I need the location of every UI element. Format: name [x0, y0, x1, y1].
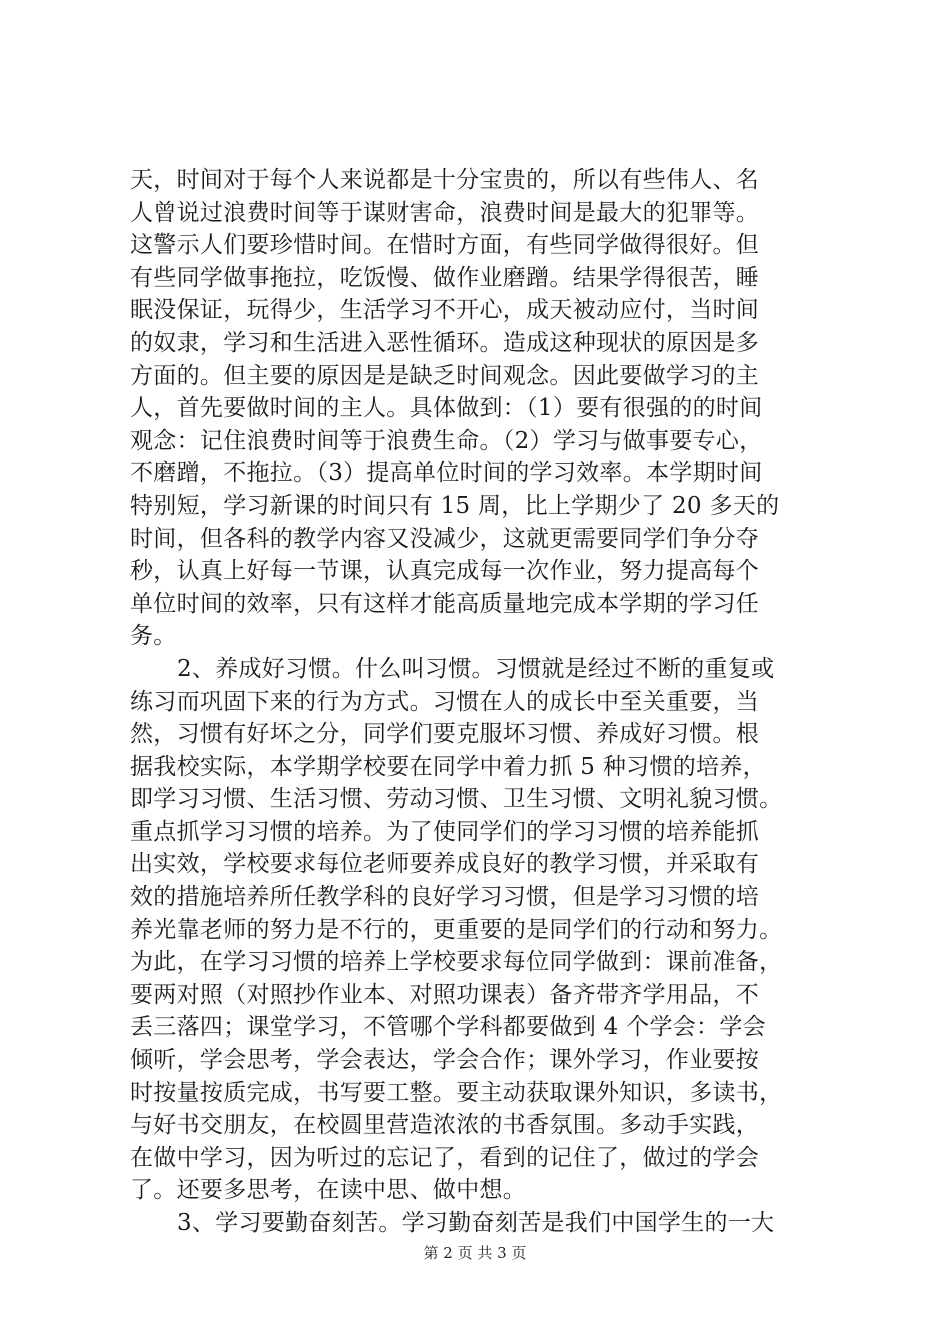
text-line: 人曾说过浪费时间等于谋财害命，浪费时间是最大的犯罪等。 — [130, 199, 760, 226]
text-line: 单位时间的效率，只有这样才能高质量地完成本学期的学习任 — [130, 590, 760, 617]
text-line: 时间，但各科的教学内容又没减少，这就更需要同学们争分夺 — [130, 525, 760, 552]
text-line: 特别短，学习新课的时间只有 15 周，比上学期少了 20 多天的 — [130, 492, 780, 519]
text-line: 这警示人们要珍惜时间。在惜时方面，有些同学做得很好。但 — [130, 232, 760, 259]
text-line: 然，习惯有好坏之分，同学们要克服坏习惯、养成好习惯。根 — [130, 721, 760, 748]
page-footer: 第 2 页 共 3 页 — [423, 1244, 527, 1262]
text-line: 效的措施培养所任教学科的良好学习习惯，但是学习习惯的培 — [130, 884, 760, 911]
text-line: 倾听，学会思考，学会表达，学会合作；课外学习，作业要按 — [130, 1047, 760, 1074]
text-line: 丢三落四；课堂学习，不管哪个学科都要做到 4 个学会：学会 — [130, 1014, 766, 1041]
text-line: 出实效，学校要求每位老师要养成良好的教学习惯，并采取有 — [130, 851, 760, 878]
text-line: 要两对照（对照抄作业本、对照功课表）备齐带齐学用品，不 — [130, 981, 760, 1008]
text-line: 天，时间对于每个人来说都是十分宝贵的，所以有些伟人、名 — [130, 167, 760, 193]
text-line: 即学习习惯、生活习惯、劳动习惯、卫生习惯、文明礼貌习惯。 — [130, 786, 783, 813]
text-line: 眠没保证，玩得少，生活学习不开心，成天被动应付，当时间 — [130, 297, 760, 324]
text-line: 为此，在学习习惯的培养上学校要求每位同学做到：课前准备， — [130, 949, 783, 976]
text-line: 养光靠老师的努力是不行的，更重要的是同学们的行动和努力。 — [130, 916, 783, 943]
text-line: 的奴隶，学习和生活进入恶性循环。造成这种现状的原因是多 — [130, 329, 760, 356]
text-line: 人，首先要做时间的主人。具体做到：（1）要有很强的的时间 — [130, 395, 763, 422]
text-line: 在做中学习，因为听过的忘记了，看到的记住了，做过的学会 — [130, 1144, 760, 1171]
text-line: 据我校实际，本学期学校要在同学中着力抓 5 种习惯的培养， — [130, 753, 766, 780]
text-line: 了。还要多思考，在读中思、做中想。 — [130, 1177, 527, 1204]
text-line: 与好书交朋友，在校圆里营造浓浓的书香氛围。多动手实践， — [130, 1112, 760, 1139]
document-body — [130, 164, 830, 1240]
text-line: 务。 — [130, 623, 177, 650]
text-line: 秒，认真上好每一节课，认真完成每一次作业，努力提高每个 — [130, 558, 760, 585]
text-line: 有些同学做事拖拉，吃饭慢、做作业磨蹭。结果学得很苦，睡 — [130, 264, 760, 291]
text-line: 2、养成好习惯。什么叫习惯。习惯就是经过不断的重复或 — [177, 655, 775, 682]
text-line: 练习而巩固下来的行为方式。习惯在人的成长中至关重要，当 — [130, 688, 760, 715]
text-line: 3、学习要勤奋刻苦。学习勤奋刻苦是我们中国学生的一大 — [177, 1210, 775, 1236]
text-line: 方面的。但主要的原因是是缺乏时间观念。因此要做学习的主 — [130, 362, 760, 389]
text-line: 重点抓学习习惯的培养。为了使同学们的学习习惯的培养能抓 — [130, 818, 760, 845]
text-line: 不磨蹭，不拖拉。（3）提高单位时间的学习效率。本学期时间 — [130, 460, 763, 487]
text-line: 时按量按质完成，书写要工整。要主动获取课外知识，多读书， — [130, 1079, 783, 1106]
text-line: 观念：记住浪费时间等于浪费生命。（2）学习与做事要专心， — [130, 427, 763, 454]
